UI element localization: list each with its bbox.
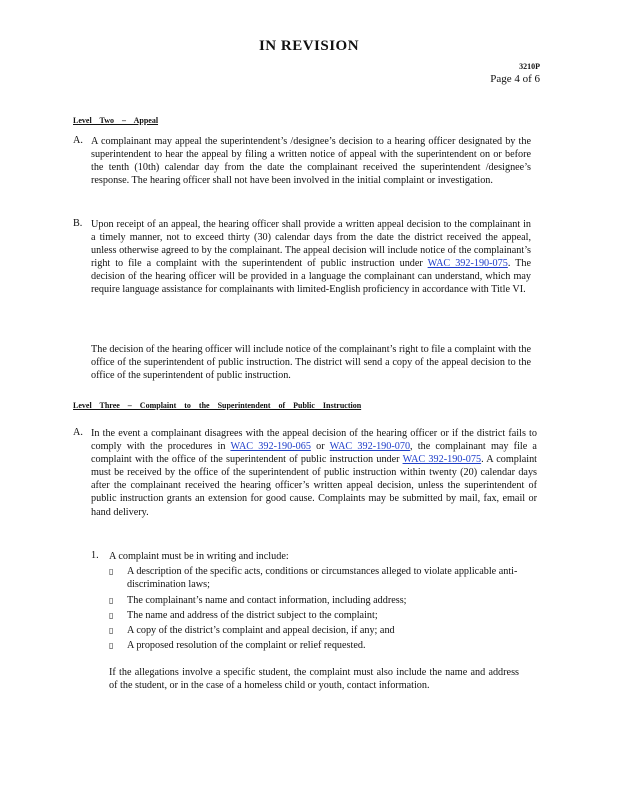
item-label: B. (73, 218, 83, 229)
document-title: IN REVISION (258, 38, 360, 54)
level-two-item-a-text: A complainant may appeal the superintendent’s /designee’s decision to a hearing officer designated by the superintendent to hear the appeal by filing a written notice of appeal with the superintendent on or before the tenth (10th) calendar day from the date the complainant received the superintendent /designee’s response. The hearing officer shall not have been involved in the initial complaint or investigation. (91, 136, 531, 187)
text-segment: Upon receipt of an appeal, the hearing officer shall provide a written appeal decision to the complainant in a timely manner, not to exceed thirty (30) calendar days from the date the district received the appeal, unless otherwise agreed to by the complainant. The appeal decision will include notice of the complainant’s right to file a complaint with the superintendent of public instruction under (91, 219, 531, 270)
level-two-item-b-paragraph-2: The decision of the hearing officer will include notice of the complainant’s right to file a complaint with the office of the superintendent of public instruction. The district will send a copy of the appeal decision to the office of the superintendent of public instruction. (91, 344, 531, 382)
bullet-icon: ▯ (109, 596, 114, 605)
level-three-item-1-text: A complaint must be in writing and include: (109, 551, 289, 562)
list-item-text: The name and address of the district subject to the complaint; (127, 610, 378, 621)
level-two-item-b-text (91, 218, 531, 297)
list-item-text: A description of the specific acts, conditions or circumstances alleged to violate applicable anti-discrimination laws; (127, 566, 518, 591)
wac-link[interactable]: WAC 392-190-065 (230, 441, 311, 453)
text-segment: . A complaint must be received by the office of the superintendent of public instruction within twenty (20) calendar days after the complainant received the hearing officer’s written appeal decision, unless the superintendent of public instruction grants an extension for good cause. Complaints may be submitted by mail, fax, email or hand delivery. (91, 454, 537, 518)
policy-number: 3210P (519, 62, 540, 71)
list-item-text: A copy of the district’s complaint and appeal decision, if any; and (127, 625, 395, 636)
level-three-heading: Level Three – Complaint to the Superintendent of Public Instruction (73, 401, 362, 410)
bullet-icon: ▯ (109, 611, 114, 620)
wac-link[interactable]: WAC 392-190-075 (402, 454, 482, 466)
level-two-heading: Level Two – Appeal (73, 116, 159, 125)
text-segment: . The decision of the hearing officer will be provided in a language the complainant can understand, which may require language assistance for complainants with limited-English proficiency in accordance with Title VI. (91, 258, 531, 296)
wac-link[interactable]: WAC 392-190-070 (329, 441, 411, 453)
bullet-icon: ▯ (109, 641, 114, 650)
wac-link[interactable]: WAC 392-190-075 (427, 258, 508, 270)
text-segment: , the complainant may file a complaint with the office of the superintendent of public instruction under (91, 441, 537, 466)
item-label: A. (73, 135, 83, 146)
bullet-icon: ▯ (109, 567, 114, 576)
item-label: A. (73, 427, 83, 438)
text-segment: or (310, 441, 330, 453)
bullet-icon: ▯ (109, 626, 114, 635)
level-three-item-a-text (91, 427, 537, 519)
list-item (109, 565, 529, 592)
page-number: Page 4 of 6 (490, 73, 540, 85)
text-segment: In the event a complainant disagrees with the appeal decision of the hearing officer or if the district fails to comply with the procedures in (91, 428, 537, 453)
level-three-item-1-closing: If the allegations involve a specific student, the complaint must also include the name and address of the student, or in the case of a homeless child or youth, contact information. (109, 667, 519, 692)
list-item-text: The complainant’s name and contact information, including address; (127, 595, 407, 606)
item-label: 1. (91, 550, 99, 561)
list-item-text: A proposed resolution of the complaint or relief requested. (127, 640, 366, 651)
